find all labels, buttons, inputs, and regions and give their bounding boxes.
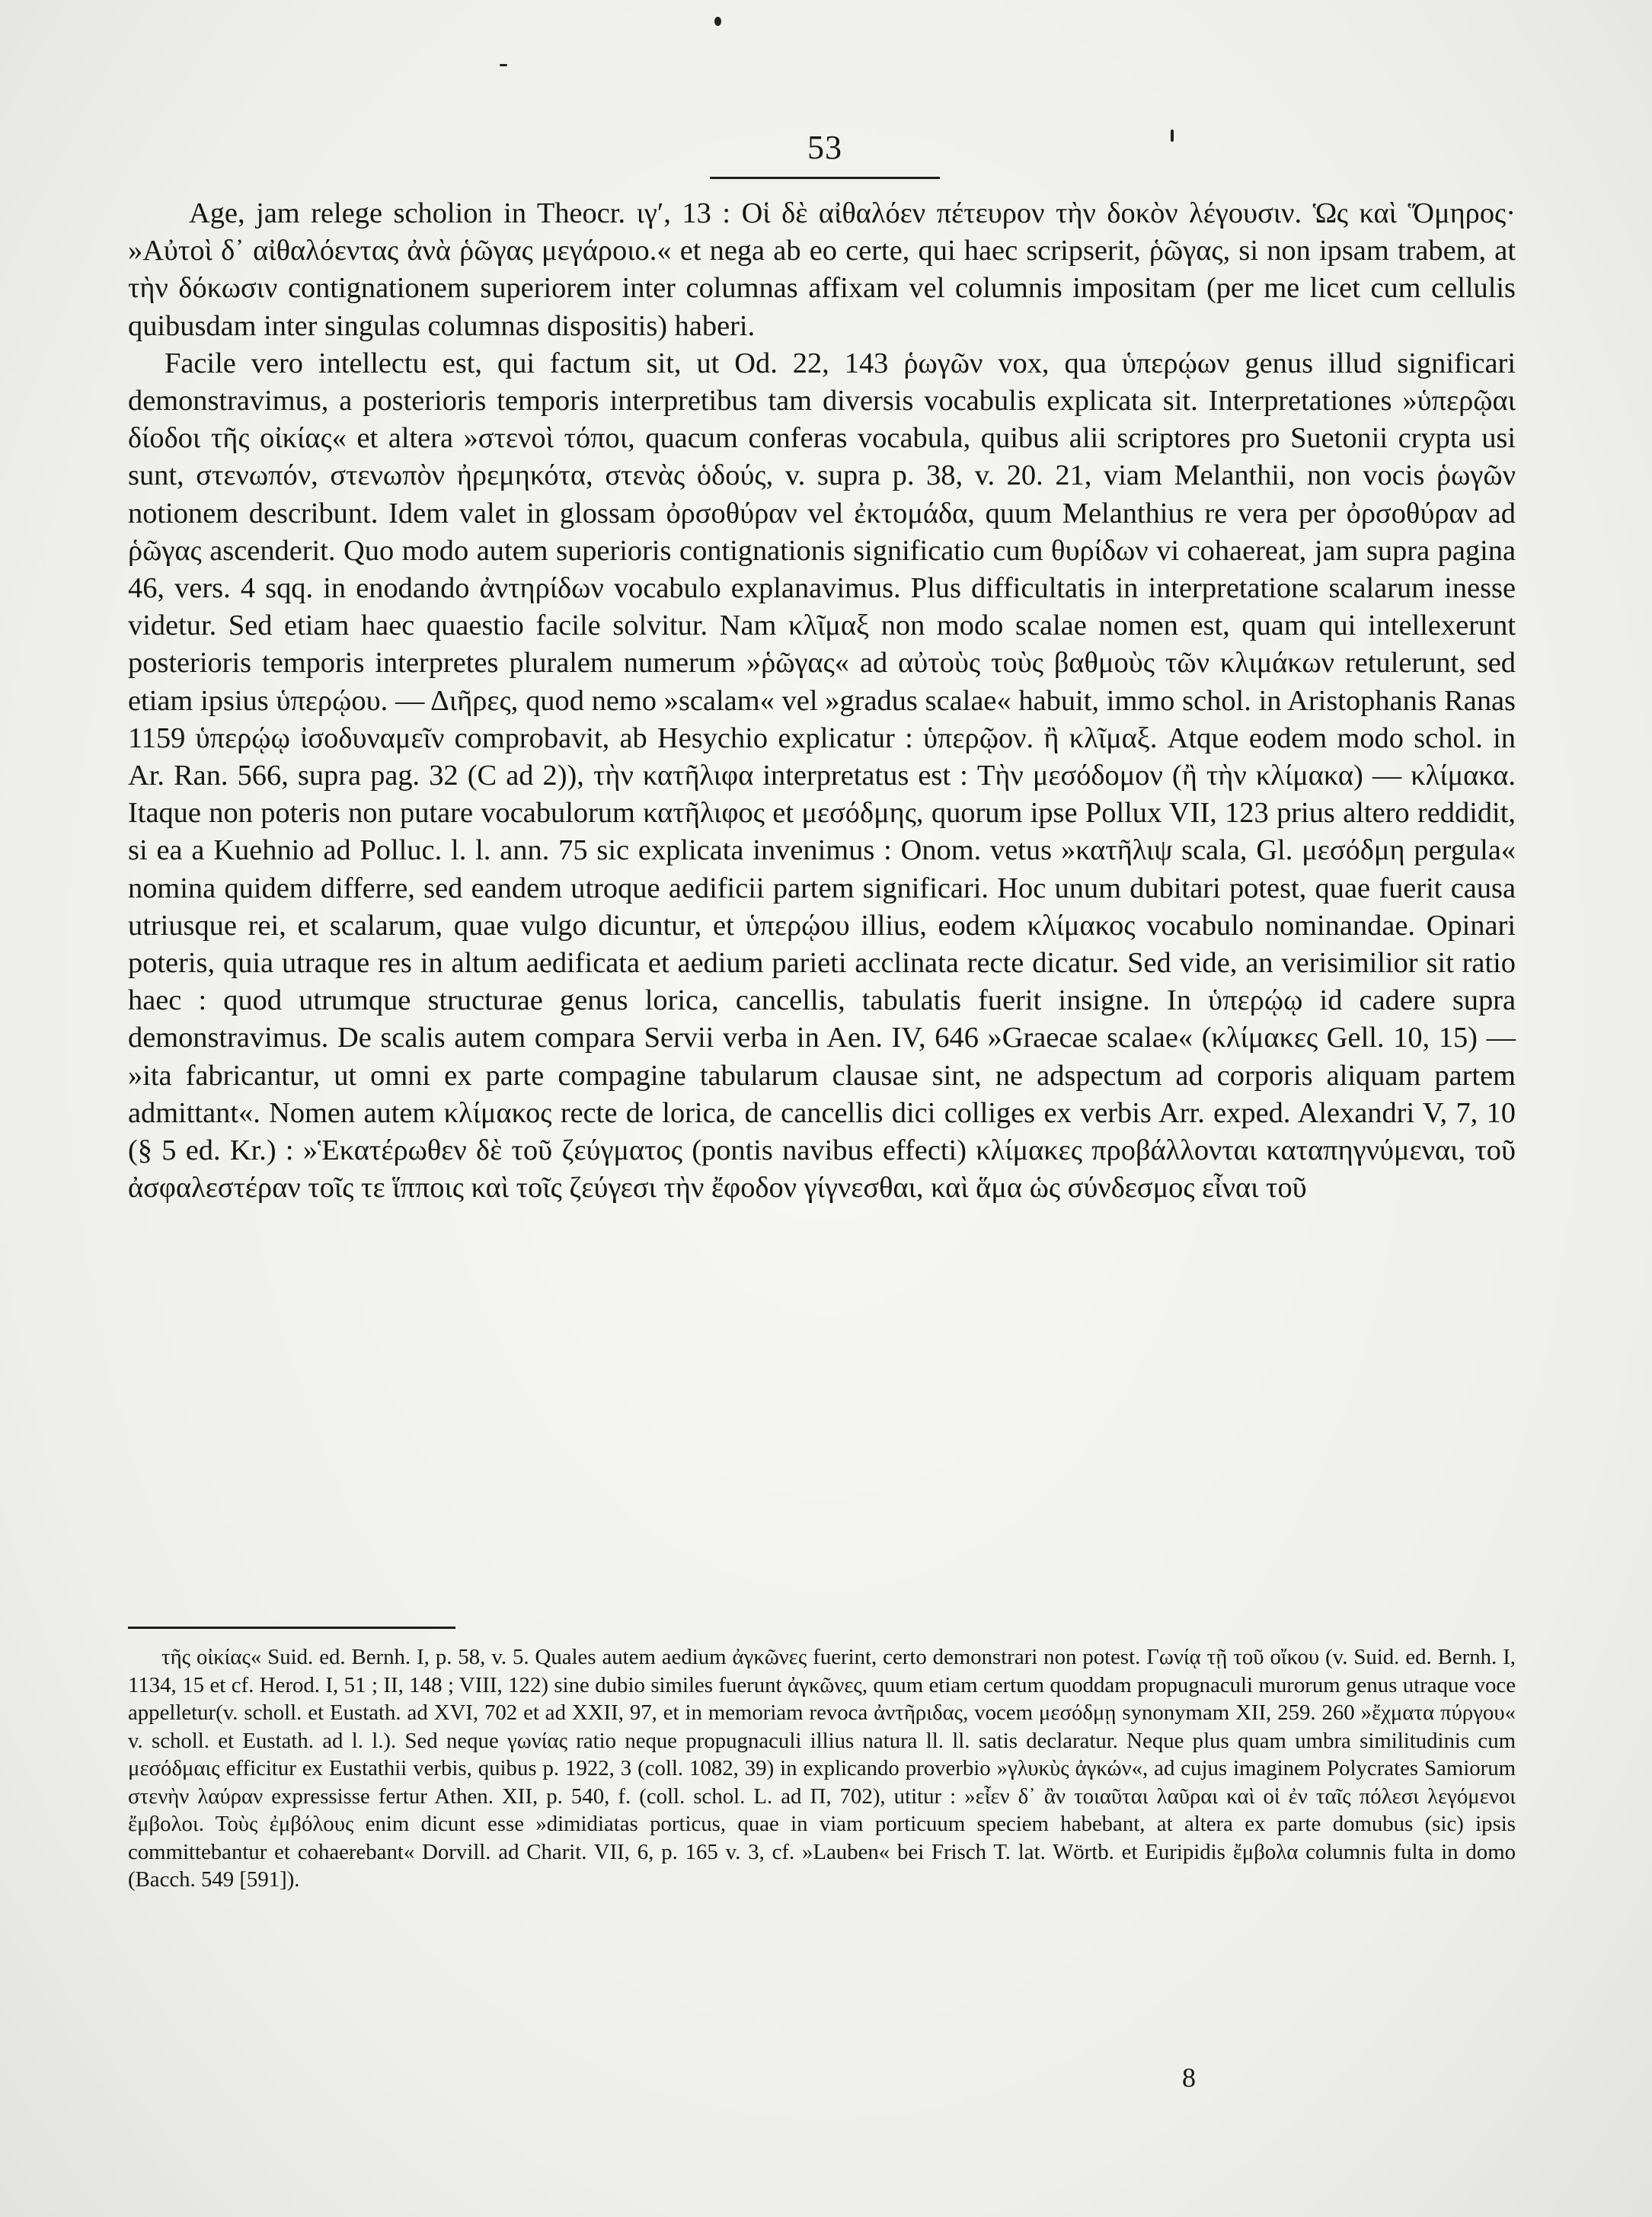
printer-signature: 8: [1182, 2062, 1196, 2093]
footnote-text: τῆς οἰκίας« Suid. ed. Bernh. I, p. 58, v. 5. Quales autem aedium ἀγκῶνες fuerint, certo demonstrari non potest. Γωνίᾳ τῇ τοῦ οἴκου (v. Suid. ed. Bernh. I, 1134, 15 et cf. Herod. I, 51 ; II, 148 ; VIII, 122) sine dubio similes fuerunt ἀγκῶνες, quum etiam certum quoddam propugnaculi murorum genus utraque voce appelletur(v. scholl. et Eustath. ad XVI, 702 et ad XXII, 97, et in memoriam revoca ἀντῆριδας, vocem μεσόδμῃ synonymam XII, 259. 260 »ἔχματα πύργου« v. scholl. et Eustath. ad l. l.). Sed neque γωνίας ratio neque propugnaculi illius natura ll. ll. satis declaratur. Neque plus quam umbra similitudinis cum μεσόδμαις efficitur ex Eustathii verbis, quibus p. 1922, 3 (coll. 1082, 39) in explicando proverbio »γλυκὺς ἀγκών«, ad cujus imaginem Polycrates Samiorum στενὴν λαύραν expressisse fertur Athen. XII, p. 540, f. (coll. schol. L. ad Π, 702), utitur : »εἶεν δ᾽ ἂν τοιαῦται λαῦραι καὶ οἱ ἐν ταῖς πόλεσι λεγόμενοι ἔμβολοι. Τοὺς ἐμβόλους enim dicunt esse »dimidiatas porticus, quae in viam porticuum speciem habebant, at altera ex parte domubus (sic) ipsis committebantur et cohaerebant« Dorvill. ad Charit. VII, 6, p. 165 v. 3, cf. »Lauben« bei Frisch T. lat. Wörtb. et Euripidis ἔμβολα columnis fulta in domo (Bacch. 549 [591]).: [128, 1645, 1516, 1892]
ink-speck: [714, 17, 721, 26]
paragraph: Facile vero intellectu est, qui factum sit, ut Od. 22, 143 ῥωγῶν vox, qua ὑπερῴων genus illud significari demonstravimus, a posterioris temporis interpretibus tam diversis vocabulis explicata sit. Interpretationes »ὑπερῷαι δίοδοι τῆς οἰκίας« et altera »στενοὶ τόποι, quacum conferas vocabula, quibus alii scriptores pro Suetonii crypta usi sunt, στενωπόν, στενωπὸν ἠρεμηκότα, στενὰς ὁδούς, v. supra p. 38, v. 20. 21, viam Melanthii, non vocis ῥωγῶν notionem describunt. Idem valet in glossam ὀρσοθύραν vel ἐκτομάδα, quum Melanthius re vera per ὀρσοθύραν ad ῥῶγας ascenderit. Quo modo autem superioris contignationis significatio cum θυρίδων vi cohaereat, jam supra pagina 46, vers. 4 sqq. in enodando ἀντηρίδων vocabulo explanavimus. Plus difficultatis in interpretatione scalarum inesse videtur. Sed etiam haec quaestio facile solvitur. Nam κλῖμαξ non modo scalae nomen est, quam qui intellexerunt posterioris temporis interpretes pluralem numerum »ῥῶγας« ad αὐτοὺς τοὺς βαθμοὺς τῶν κλιμάκων retulerunt, sed etiam ipsius ὑπερῴου. — Διῆρες, quod nemo »scalam« vel »gradus scalae« habuit, immo schol. in Aristophanis Ranas 1159 ὑπερῴῳ ἰσοδυναμεῖν comprobavit, ab Hesychio explicatur : ὑπερῷον. ἢ κλῖμαξ. Atque eodem modo schol. in Ar. Ran. 566, supra pag. 32 (C ad 2)), τὴν κατῆλιφα interpretatus est : Τὴν μεσόδομον (ἢ τὴν κλίμακα) — κλίμακα. Itaque non poteris non putare vocabulorum κατῆλιφος et μεσόδμης, quorum ipse Pollux VII, 123 prius altero reddidit, si ea a Kuehnio ad Polluc. l. l. ann. 75 sic explicata invenimus : Onom. vetus »κατῆλιψ scala, Gl. μεσόδμη pergula« nomina quidem differre, sed eandem utroque aedificii partem significari. Hoc unum dubitari potest, quae fuerit causa utriusque rei, et scalarum, quae vulgo dicuntur, et ὑπερῴου illius, eodem κλίμακος vocabulo nominandae. Opinari poteris, quia utraque res in altum aedificata et aedium parieti acclinata recte dicatur. Sed vide, an verisimilior sit ratio haec : quod utrumque structurae genus lorica, cancellis, tabulatis fuerit insigne. In ὑπερῴῳ id cadere supra demonstravimus. De scalis autem compara Servii verba in Aen. IV, 646 »Graecae scalae« (κλίμακες Gell. 10, 15) — »ita fabricantur, ut omni ex parte compagine tabularum clausae sint, ne adspectum ad corporis aliquam partem admittant«. Nomen autem κλίμακος recte de lorica, de cancellis dici colliges ex verbis Arr. exped. Alexandri V, 7, 10 (§ 5 ed. Kr.) : »Ἑκατέρωθεν δὲ τοῦ ζεύγματος (pontis navibus effecti) κλίμακες προβάλλονται καταπηγνύμεναι, τοῦ ἀσφαλεστέραν τοῖς τε ἵπποις καὶ τοῖς ζεύγεσι τὴν ἔφοδον γίγνεσθαι, καὶ ἅμα ὡς σύνδεσμος εἶναι τοῦ: [128, 347, 1516, 1204]
ink-speck: [1171, 130, 1174, 142]
header-rule: [710, 177, 940, 179]
footnotes: [128, 1643, 1516, 1894]
page-number: 53: [807, 129, 842, 166]
footnote-rule: [128, 1627, 455, 1629]
ink-speck: [500, 64, 507, 66]
main-text: [128, 195, 1516, 1207]
paragraph: Age, jam relege scholion in Theocr. ιγ′, 13 : Οἱ δὲ αἰθαλόεν πέτευρον τὴν δοκὸν λέγουσιν. Ὡς καὶ Ὅμηρος· »Αὐτοὶ δ᾽ αἰθαλόεντας ἀνὰ ῥῶγας μεγάροιο.« et nega ab eo certe, qui haec scripserit, ῥῶγας, si non ipsam trabem, at τὴν δόκωσιν contignationem superiorem inter columnas affixam vel columnis impositam (per me licet cum cellulis quibusdam inter singulas columnas dispositis) haberi.: [128, 197, 1516, 342]
